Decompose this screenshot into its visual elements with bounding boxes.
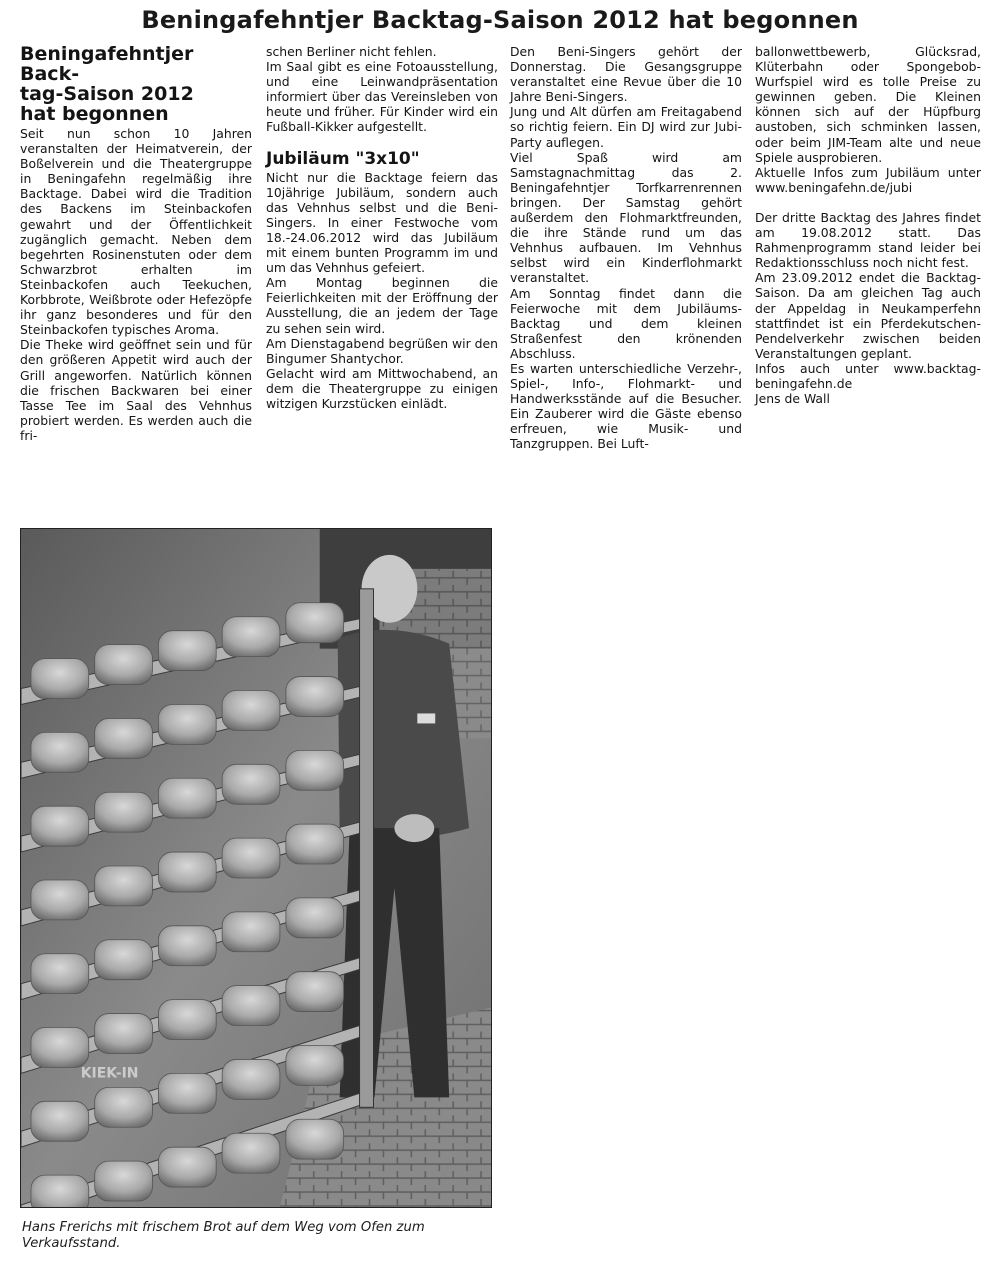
paragraph-mittwoch: Gelacht wird am Mittwochabend, an dem die Theatergruppe zu einigen witzigen Kurzstücken einlädt. <box>266 365 498 411</box>
paragraph-infos-backtag: Infos auch unter www.backtag-beningafehn.de <box>755 360 981 391</box>
bread-loaf <box>222 1133 280 1173</box>
paragraph-theke: Die Theke wird geöffnet sein und für den größeren Appetit wird auch der Grill angeworfen. Natürlich können die frischen Backwaren bei einer Tasse Tee im Saal des Vehnhus probiert werden. Es werden auch die fri- <box>20 337 252 443</box>
bread-loaf <box>95 866 153 906</box>
bread-loaf <box>286 750 344 790</box>
bread-loaf <box>222 1059 280 1099</box>
photo-watermark: KIEK-IN <box>80 1065 139 1082</box>
bread-loaf <box>158 631 216 671</box>
bread-loaf <box>95 1087 153 1127</box>
bread-loaf <box>31 880 89 920</box>
bread-loaf <box>95 1161 153 1201</box>
paragraph-freitag: Jung und Alt dürfen am Freitagabend so richtig feiern. Ein DJ wird zur Jubi-Party auflegen. <box>510 104 742 150</box>
bread-loaf <box>158 852 216 892</box>
paragraph-saisonende: Am 23.09.2012 endet die Backtag-Saison. Da am gleichen Tag auch der Appeldag in Neukamperfehn stattfindet ist ein Pferdekutschen-Pendelverkehr zwischen beiden Veranstaltungen geplant. <box>755 270 981 361</box>
bread-loaf <box>95 1014 153 1054</box>
paragraph-donnerstag: Den Beni-Singers gehört der Donnerstag. Die Gesangsgruppe veranstaltet eine Revue über die 10 Jahre Beni-Singers. <box>510 44 742 105</box>
paragraph-sonntag: Am Sonntag findet dann die Feierwoche mit dem Jubiläums-Backtag und dem kleinen Straßenfest den krönenden Abschluss. <box>510 285 742 361</box>
article-column-1 <box>20 44 252 443</box>
article-column-2 <box>266 44 498 411</box>
article-column-3 <box>510 44 742 452</box>
article-subheading: Jubiläum "3x10" <box>266 148 420 169</box>
bread-loaf <box>158 778 216 818</box>
bread-loaf <box>31 659 89 699</box>
bread-loaf <box>158 1147 216 1187</box>
paragraph-montag: Am Montag beginnen die Feierlichkeiten mit der Eröffnung der Ausstellung, die an jedem der Tage zu sehen sein wird. <box>266 275 498 336</box>
bread-loaf <box>286 1045 344 1085</box>
paragraph-wettbewerbe: ballonwettbewerb, Glücksrad, Klüterbahn oder Spongebob-Wurfspiel wird es tolle Preise zu gewinnen geben. Die Kleinen können sich auf der Hüpfburg austoben, sich schminken lassen, oder beim JIM-Team alte und neue Spiele ausprobieren. <box>755 44 981 165</box>
bread-loaf <box>31 1175 89 1207</box>
article-heading-line-2: tag-Saison 2012 <box>20 83 194 105</box>
bread-loaf <box>286 972 344 1012</box>
bread-loaf <box>286 1119 344 1159</box>
bread-loaf <box>95 940 153 980</box>
bread-loaf <box>286 824 344 864</box>
article-column-4 <box>755 44 981 406</box>
bread-loaf <box>95 792 153 832</box>
paragraph-staende: Es warten unterschiedliche Verzehr-, Spiel-, Info-, Flohmarkt- und Handwerksstände auf die Besucher. Ein Zauberer wird die Gäste ebenso erfreuen, wie Musik- und Tanzgruppen. Bei Luft- <box>510 360 742 452</box>
bread-rack-photo <box>20 528 492 1208</box>
paragraph-jubilaeum: Nicht nur die Backtage feiern das 10jährige Jubiläum, sondern auch das Vehnhus selbst und die Beni-Singers. In einer Festwoche vom 18.-24.06.2012 wird das Jubiläum mit einem bunten Programm im und um das Vehnhus gefeiert. <box>266 169 498 276</box>
bread-loaf <box>31 954 89 994</box>
bread-loaf <box>158 704 216 744</box>
bread-rack-illustration <box>21 529 491 1207</box>
paragraph-dienstag: Am Dienstagabend begrüßen wir den Bingumer Shantychor. <box>266 335 498 366</box>
bread-loaf <box>222 617 280 657</box>
paragraph-dritter-backtag: Der dritte Backtag des Jahres findet am 19.08.2012 statt. Das Rahmenprogramm stand leider bei Redaktionsschluss noch nicht fest. <box>755 209 981 271</box>
bread-loaf <box>95 645 153 685</box>
bread-loaf <box>158 1000 216 1040</box>
bread-loaf <box>222 691 280 731</box>
paragraph-berliner: schen Berliner nicht fehlen. <box>266 44 437 59</box>
bread-loaf <box>31 1101 89 1141</box>
paragraph-samstag: Viel Spaß wird am Samstagnachmittag das 2. Beningafehntjer Torfkarrenrennen bringen. Der Samstag gehört außerdem den Flohmarktfreunden, die ihre Stände rund um das Vehnhus aufbauen. Im Vehnhus selbst wird ein Kinderflohmarkt veranstaltet. <box>510 149 742 286</box>
bread-loaf <box>286 677 344 717</box>
bread-loaf <box>286 603 344 643</box>
article-heading-line-1: Beningafehntjer Back- <box>20 43 194 85</box>
bread-loaf <box>286 898 344 938</box>
bread-loaf <box>222 764 280 804</box>
bread-loaf <box>31 1028 89 1068</box>
article-heading <box>20 44 252 124</box>
bread-loaf <box>31 732 89 772</box>
author: Jens de Wall <box>755 391 830 407</box>
paragraph-fotoausstellung: Im Saal gibt es eine Fotoausstellung, und eine Leinwandpräsentation informiert über das Vereinsleben von heute und früher. Für Kinder wird ein Fußball-Kikker aufgestellt. <box>266 59 498 135</box>
page-headline: Beningafehntjer Backtag-Saison 2012 hat begonnen <box>141 6 859 34</box>
bread-loaf <box>158 926 216 966</box>
article-heading-line-3: hat begonnen <box>20 103 169 125</box>
bread-loaf <box>158 1073 216 1113</box>
photo-caption: Hans Frerichs mit frischem Brot auf dem Weg vom Ofen zum Verkaufsstand. <box>22 1220 425 1251</box>
paragraph-infos-jubi: Aktuelle Infos zum Jubiläum unter www.beningafehn.de/jubi <box>755 164 981 195</box>
bread-loaf <box>222 838 280 878</box>
bread-loaf <box>222 912 280 952</box>
bread-loaf <box>95 718 153 758</box>
bread-loaf <box>222 986 280 1026</box>
bread-loaf <box>31 806 89 846</box>
rack-post <box>360 589 374 1107</box>
paragraph-intro: Seit nun schon 10 Jahren veranstalten der Heimatverein, der Boßelverein und die Theatergruppe in Beningafehn regelmäßig ihre Backtage. Dabei wird die Tradition des Backens im Steinbackofen gewahrt und der Öffentlichkeit zugänglich gemacht. Neben dem begehrten Rosinenstuten oder dem Schwarzbrot erhalten im Steinbackofen auch Teekuchen, Korbbrote, Weißbrote oder Hefezöpfe ihr ganz besonderes und für den Steinbackofen typisches Aroma. <box>20 126 252 338</box>
